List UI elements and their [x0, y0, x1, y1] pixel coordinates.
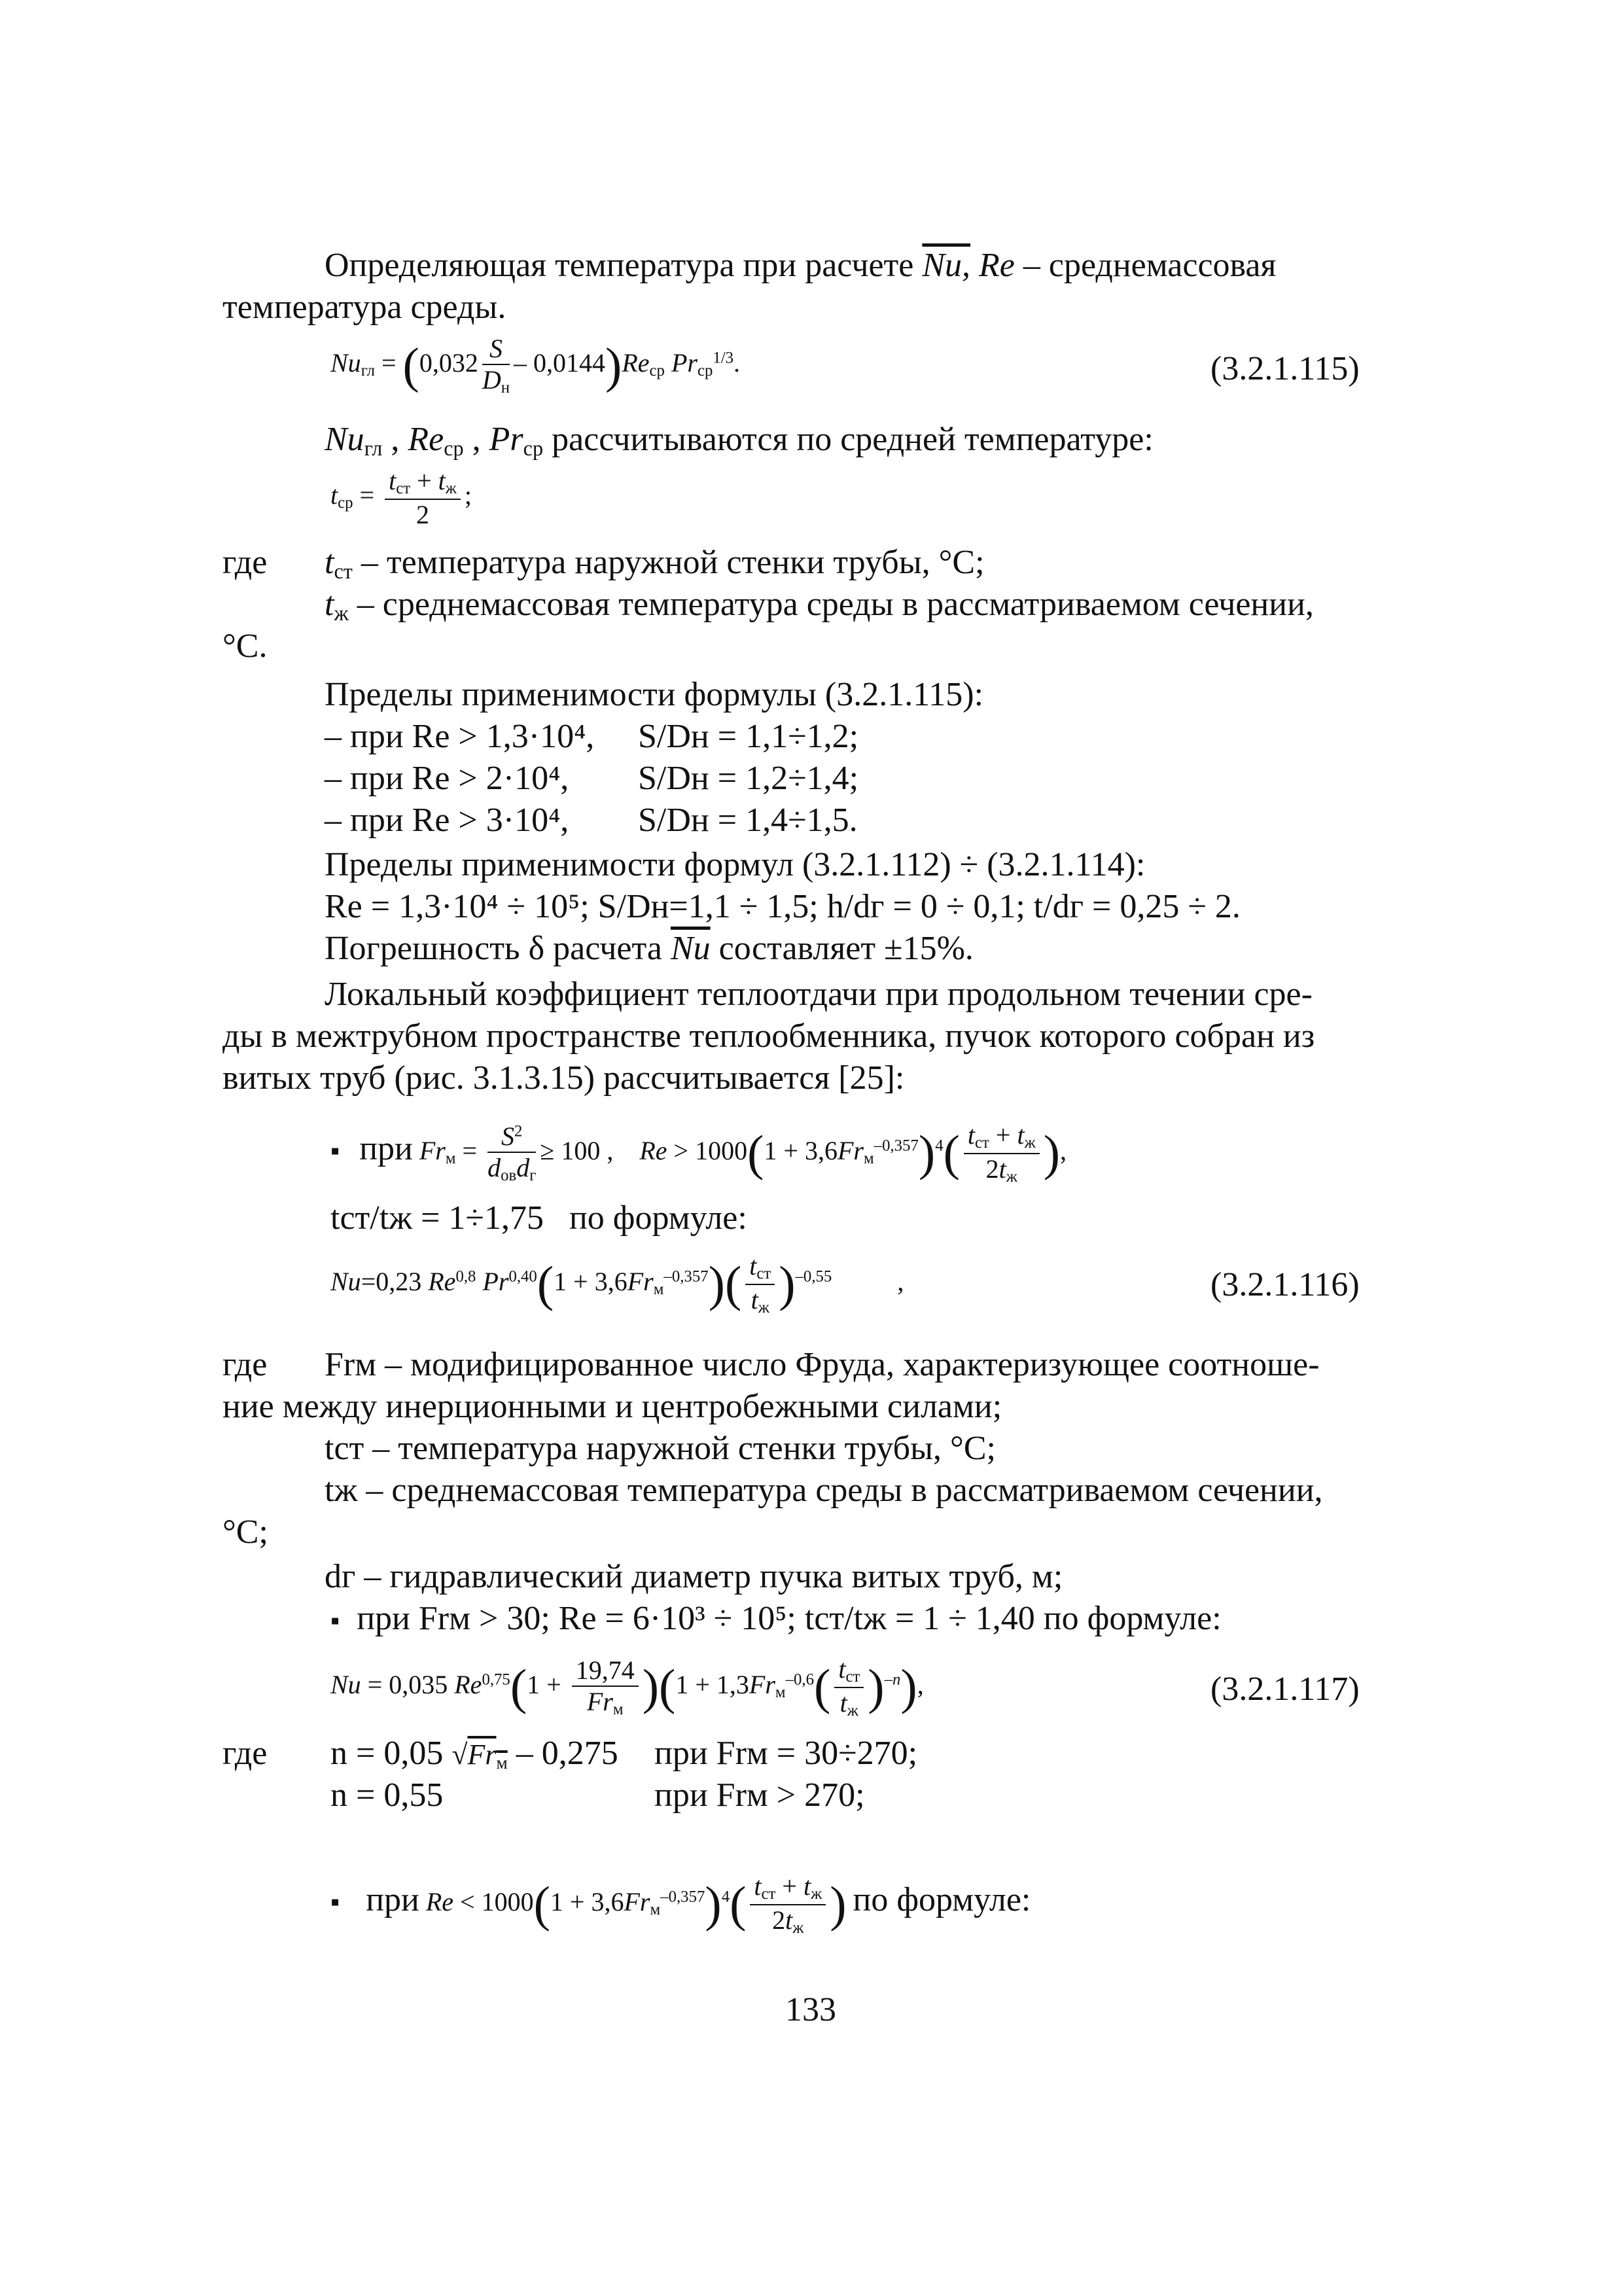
definition-line: tж – среднемассовая температура среды в рассматриваемом сечении,: [325, 1472, 1323, 1509]
bullet-condition-3: ▪ при $Re < 1000(1 + 3,6Fr_м^{-0,357})^4$( $\frac{t_{ст} + t_ж}{2t_ж}$ ) по формуле:: [330, 1871, 1031, 1937]
text: составляет ±15%.: [718, 930, 974, 967]
definition-line: tст – температура наружной стенки трубы, °С;: [325, 1430, 996, 1467]
text: – среднемассовая: [1023, 247, 1277, 284]
text: при: [366, 1881, 419, 1918]
page-number: 133: [785, 1991, 836, 2028]
formula-116: Nu=0,23 Re$^{0,8}$ $Pr^{0,40}(1 + 3,6Fr_м^{-0,357})$( $\frac{t_{ст}}{t_ж}$ )$^{-0,55}$ ,: [330, 1251, 904, 1316]
list-item-value: S/Dн = 1,4÷1,5.: [638, 802, 858, 839]
definition-line: ние между инерционными и центробежными силами;: [222, 1388, 1002, 1425]
list-item: – при Re > 1,3·10⁴,: [325, 718, 595, 755]
definition-line: $t_{ст}$ – температура наружной стенки трубы, °С;: [325, 544, 985, 584]
text: при: [359, 1129, 413, 1167]
definition-line: n = 0,55: [330, 1776, 444, 1814]
text: по формуле:: [569, 1199, 747, 1237]
paragraph-line: Пределы применимости формул (3.2.1.112) ÷ (3.2.1.114):: [325, 846, 1146, 883]
text: – температура наружной стенки трубы, °С;: [361, 544, 985, 581]
list-item-value: S/Dн = 1,1÷1,2;: [638, 718, 859, 755]
text: по формуле:: [853, 1881, 1031, 1918]
paragraph-line: Локальный коэффициент теплоотдачи при продольном течении сре-: [325, 976, 1313, 1013]
definition-condition: при Frм = 30÷270;: [654, 1735, 918, 1772]
text: °С.: [222, 627, 268, 665]
formula-117: Nu = 0,035 Re$^{0,75}$(1 + $\frac{19,74}{Fr_м}$ )($1 + 1,3Fr_м^{-0,6}$( $\frac{t_{ст}}{t_ж}$ )$^{-n}$),: [330, 1654, 924, 1720]
definition-line: n = 0,05 $√Fr_м - 0,275$: [330, 1735, 618, 1773]
where-label: где: [222, 1735, 268, 1772]
formula-115: $Nu_{гл} = (0,032$ $\frac{S}{D_н}$ – $0,0144)Re_{ср}$ $Pr_{ср}^{1/3}$.: [330, 334, 741, 397]
paragraph-line: витых труб (рис. 3.1.3.15) рассчитывается [25]:: [222, 1059, 905, 1097]
paragraph-line: [330, 1197, 747, 1239]
bullet-condition-2: ▪ при Frм > 30; Re = 6·10³ ÷ 10⁵; tст/tж = 1 ÷ 1,40 по формуле:: [330, 1600, 1222, 1637]
paragraph-line: Re = 1,3·10⁴ ÷ 10⁵; S/Dн=1,1 ÷ 1,5; h/dг = 0 ÷ 0,1; t/dг = 0,25 ÷ 2.: [325, 888, 1241, 925]
text: tст/tж = 1÷1,75: [330, 1199, 544, 1237]
text: n = 0,05: [330, 1735, 444, 1772]
paragraph-line: $Nu_{гл}$ , $Re_{ср}$ , $Pr_{ср}$ рассчитываются по средней температуре:: [325, 421, 1154, 461]
text: °С;: [222, 1513, 268, 1551]
re-symbol: Re: [979, 247, 1015, 284]
paragraph-line: Пределы применимости формулы (3.2.1.115):: [325, 676, 984, 713]
list-item: – при Re > 3·10⁴,: [325, 802, 569, 839]
text: – 0,275: [516, 1735, 618, 1772]
definition-line: $t_ж$ – среднемассовая температура среды в рассматриваемом сечении,: [325, 586, 1314, 626]
definition-line: Frм – модифицированное число Фруда, характеризующее соотноше-: [325, 1346, 1320, 1383]
text: рассчитываются по средней температуре:: [552, 421, 1154, 458]
nu-symbol: $\overline{Nu}$: [670, 930, 711, 967]
where-label: где: [222, 1346, 268, 1383]
text: Погрешность δ расчета: [325, 930, 662, 967]
equation-number: (3.2.1.115): [1210, 350, 1360, 387]
equation-number: (3.2.1.117): [1210, 1670, 1360, 1708]
text: – среднемассовая температура среды в рассматриваемом сечении,: [357, 586, 1314, 623]
equation-number: (3.2.1.116): [1210, 1266, 1360, 1303]
bullet-condition-1: ▪ при $Fr_м$ = $\frac{S^2}{d_{ов}d_г}$ ≥ 100 , $Re > 1000(1 + 3,6Fr_м^{-0,357})^4$( $\frac{t_{ст} + t_ж}{2t_ж}$ ),: [330, 1120, 1067, 1186]
text: Определяющая температура при расчете: [325, 247, 914, 284]
list-item-value: S/Dн = 1,2÷1,4;: [638, 760, 859, 797]
formula-tavg: $t_{ср}$ = $\frac{t_{ст} + t_ж}{2}$ ;: [330, 466, 472, 529]
paragraph-line: ды в межтрубном пространстве теплообменника, пучок которого собран из: [222, 1017, 1315, 1055]
definition-line: dг – гидравлический диаметр пучка витых труб, м;: [325, 1558, 1063, 1595]
where-label: где: [222, 544, 268, 581]
definition-condition: при Frм > 270;: [654, 1776, 865, 1814]
paragraph-line: [325, 928, 974, 970]
text: при Frм > 30; Re = 6·10³ ÷ 10⁵; tст/tж = 1 ÷ 1,40 по формуле:: [357, 1600, 1222, 1637]
list-item: – при Re > 2·10⁴,: [325, 760, 569, 797]
paragraph-line: [325, 245, 1276, 287]
nu-symbol: Nu,: [922, 247, 971, 284]
paragraph-line: температура среды.: [222, 289, 506, 326]
